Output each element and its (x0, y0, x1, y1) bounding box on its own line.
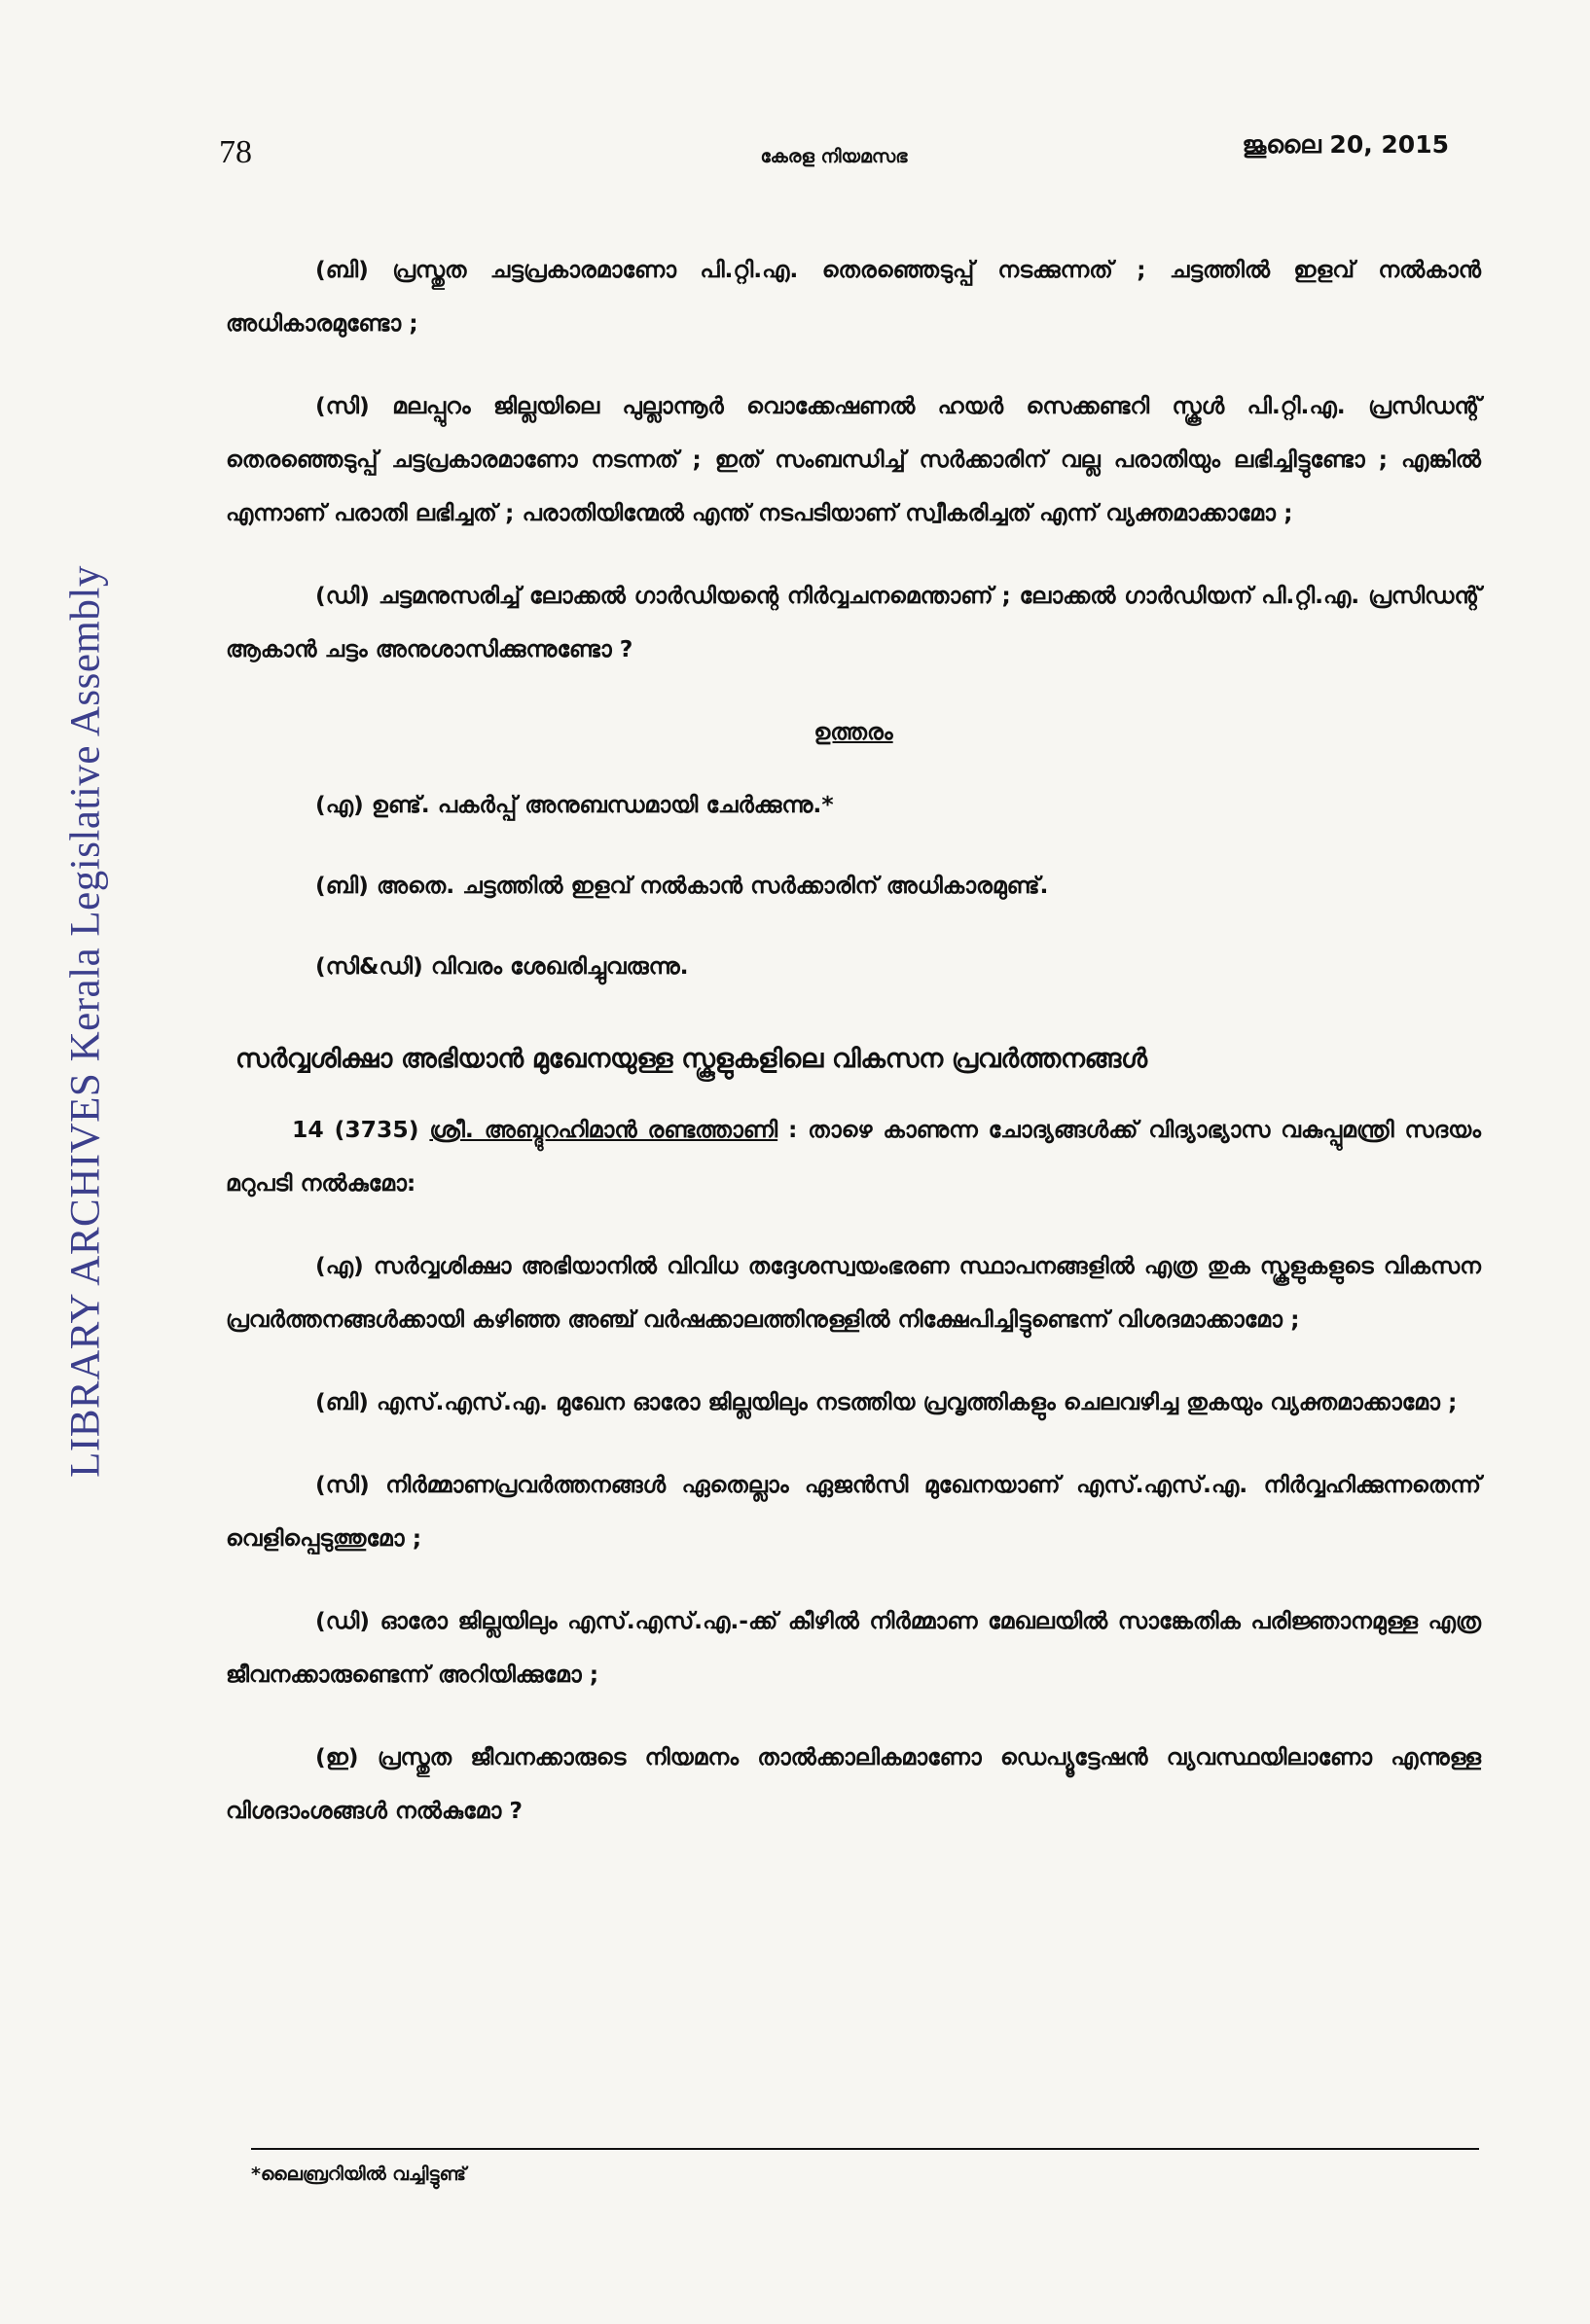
header-date: ജൂലൈ 20, 2015 (1242, 130, 1449, 159)
page-number: 78 (219, 134, 252, 170)
page-content (226, 243, 1481, 1867)
question-c-prev: (സി) മലപ്പുറം ജില്ലയിലെ പുല്ലാന്നൂർ വൊക്കേഷണൽ ഹയർ സെക്കണ്ടറി സ്കൂൾ പി.റ്റി.എ. പ്രസിഡന്റ് തെരഞ്ഞെടുപ്പ് ചട്ടപ്രകാരമാണോ നടന്നത് ; ഇത് സംബന്ധിച്ച് സർക്കാരിന് വല്ല പരാതിയും ലഭിച്ചിട്ടുണ്ടോ ; എങ്കിൽ എന്നാണ് പരാതി ലഭിച്ചത് ; പരാതിയിന്മേൽ എന്ത് നടപടിയാണ് സ്വീകരിച്ചത് എന്ന് വ്യക്തമാക്കാമോ ; (226, 392, 1481, 526)
question-b: (ബി) എസ്.എസ്.എ. മുഖേന ഓരോ ജില്ലയിലും നടത്തിയ പ്രവൃത്തികളും ചെലവഴിച്ച തുകയും വ്യക്തമാക്കാമോ ; (315, 1388, 1458, 1415)
question-intro-text: : താഴെ കാണുന്ന ചോദ്യങ്ങൾക്ക് വിദ്യാഭ്യാസ വകുപ്പുമന്ത്രി സദയം മറുപടി നൽകുമോ: (226, 1116, 1481, 1197)
section-title: സർവ്വശിക്ഷാ അഭിയാൻ മുഖേനയുള്ള സ്കൂളുകളിലെ വികസന പ്രവർത്തനങ്ങൾ (235, 1044, 1147, 1074)
member-name: ശ്രീ. അബ്ദുറഹിമാൻ രണ്ടത്താണി (429, 1116, 778, 1143)
question-e: (ഇ) പ്രസ്തുത ജീവനക്കാരുടെ നിയമനം താൽക്കാലികമാണോ ഡെപ്യൂട്ടേഷൻ വ്യവസ്ഥയിലാണോ എന്നുള്ള വിശദാംശങ്ങൾ നൽകുമോ ? (226, 1743, 1481, 1824)
question-a: (എ) സർവ്വശിക്ഷാ അഭിയാനിൽ വിവിധ തദ്ദേശസ്വയംഭരണ സ്ഥാപനങ്ങളിൽ എത്ര തുക സ്കൂളുകളുടെ വികസന പ്രവർത്തനങ്ങൾക്കായി കഴിഞ്ഞ അഞ്ച് വർഷക്കാലത്തിനുള്ളിൽ നിക്ഷേപിച്ചിട്ടുണ്ടെന്ന് വിശദമാക്കാമോ ; (226, 1252, 1481, 1333)
page-header (219, 125, 1449, 183)
question-number: 14 (3735) (292, 1116, 419, 1143)
library-watermark: LIBRARY ARCHIVES Kerala Legislative Assembly (62, 565, 109, 1478)
question-b-prev: (ബി) പ്രസ്തുത ചട്ടപ്രകാരമാണോ പി.റ്റി.എ. തെരഞ്ഞെടുപ്പ് നടക്കുന്നത് ; ചട്ടത്തിൽ ഇളവ് നൽകാൻ അധികാരമുണ്ടോ ; (226, 256, 1481, 337)
footnote: *ലൈബ്രറിയിൽ വച്ചിട്ടുണ്ട് (251, 2163, 466, 2185)
running-title: കേരള നിയമസഭ (760, 146, 908, 167)
footnote-divider (251, 2148, 1479, 2150)
question-intro (226, 1103, 1481, 1210)
answer-a: (എ) ഉണ്ട്. പകർപ്പ് അനുബന്ധമായി ചേർക്കുന്നു.* (315, 791, 834, 818)
question-d: (ഡി) ഓരോ ജില്ലയിലും എസ്.എസ്.എ.-ക്ക് കീഴിൽ നിർമ്മാണ മേഖലയിൽ സാങ്കേതിക പരിജ്ഞാനമുള്ള എത്ര ജീവനക്കാരുണ്ടെന്ന് അറിയിക്കുമോ ; (226, 1607, 1481, 1688)
answer-b: (ബി) അതെ. ചട്ടത്തിൽ ഇളവ് നൽകാൻ സർക്കാരിന് അധികാരമുണ്ട്. (315, 872, 1049, 899)
question-d-prev: (ഡി) ചട്ടമനുസരിച്ച് ലോക്കൽ ഗാർഡിയന്റെ നിർവ്വചനമെന്താണ് ; ലോക്കൽ ഗാർഡിയന് പി.റ്റി.എ. പ്രസിഡന്റ് ആകാൻ ചട്ടം അനുശാസിക്കുന്നുണ്ടോ ? (226, 582, 1481, 662)
answer-heading: ഉത്തരം (813, 718, 893, 745)
answer-cd: (സി&ഡി) വിവരം ശേഖരിച്ചുവരുന്നു. (315, 952, 689, 980)
question-c: (സി) നിർമ്മാണപ്രവർത്തനങ്ങൾ ഏതെല്ലാം ഏജൻസി മുഖേനയാണ് എസ്.എസ്.എ. നിർവ്വഹിക്കുന്നതെന്ന് വെളിപ്പെടുത്തുമോ ; (226, 1471, 1481, 1552)
